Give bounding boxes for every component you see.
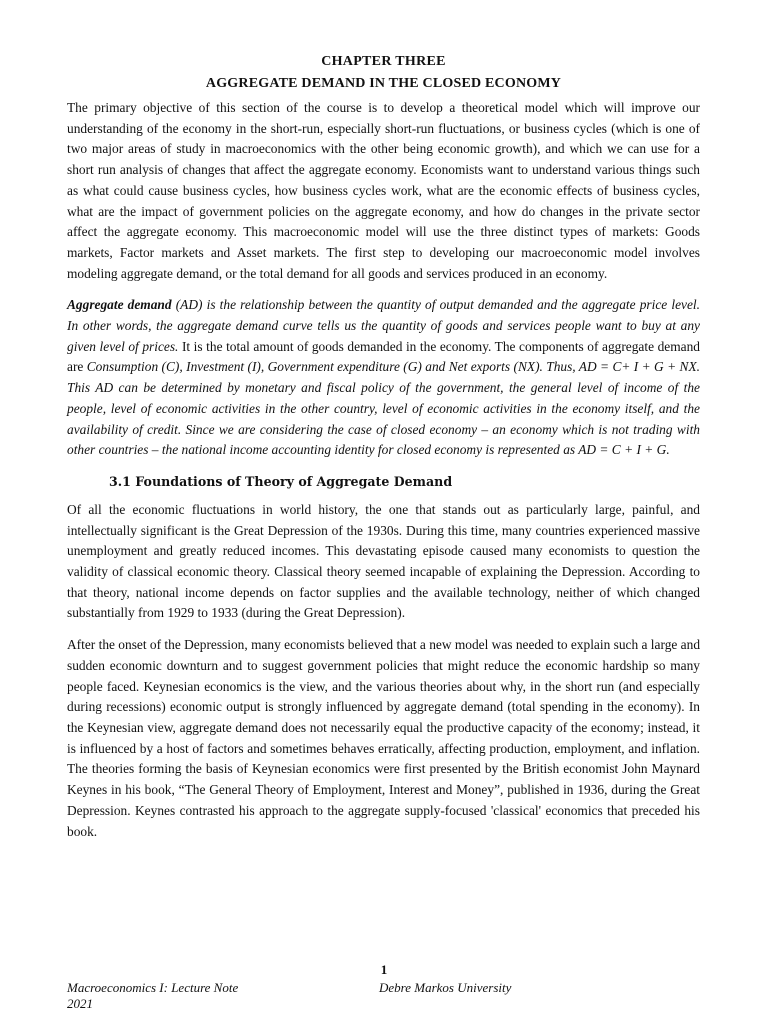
chapter-number: CHAPTER THREE bbox=[321, 54, 446, 69]
aggregate-demand-paragraph bbox=[67, 295, 700, 461]
aggregate-demand-definition: (AD) is the relationship between the quantity of output demanded and the aggregate price level. In other words, the aggregate demand curve tells us the quantity of goods and services people want to buy at any given level of prices. bbox=[67, 297, 700, 354]
aggregate-demand-components: Consumption (C), Investment (I), Government expenditure (G) and Net exports (NX). Thus, AD = C+ I + G + NX. This AD can be determined by monetary and fiscal policy of the government, the general level of income of the people, level of economic activities in the other country, level of economic activities in the economy itself, and the availability of credit. Since we are considering the case of closed economy – an economy which is not trading with other countries – the national income accounting identity for closed economy is represented as AD = C + I + G. bbox=[67, 359, 700, 458]
aggregate-demand-middle: It is the total amount of goods demanded in the economy. The components of aggregate demand are bbox=[67, 338, 700, 375]
section-heading: 3.1 Foundations of Theory of Aggregate Demand bbox=[109, 473, 453, 489]
page-number: 1 bbox=[380, 962, 388, 977]
footer-course bbox=[67, 980, 238, 1012]
intro-paragraph: The primary objective of this section of the course is to develop a theoretical model which will improve our understanding of the economy in the short-run, especially short-run fluctuations, or business cycles (which is one of two major areas of study in macroeconomics with the other being economic growth), and which we can use for a short run analysis of changes that affect the aggregate economy. Economists want to understand various things such as what could cause business cycles, how business cycles work, what are the economic effects of business cycles, what are the impact of government policies on the aggregate economy, and how do changes in the private sector affect the aggregate economy. This macroeconomic model will use the three distinct types of markets: Goods markets, Factor markets and Asset markets. The first step to developing our macroeconomic model involves modeling aggregate demand, or the total demand for all goods and services produced in an economy. bbox=[67, 100, 700, 281]
section-paragraph-2: After the onset of the Depression, many economists believed that a new model was needed to explain such a large and sudden economic downturn and to suggest government policies that might reduce the economic hardship so many people faced. Keynesian economics is the view, and the various theories about why, in the short run (and especially during recessions) economic output is strongly influenced by aggregate demand (total spending in the economy). In the Keynesian view, aggregate demand does not necessarily equal the productive capacity of the economy; instead, it is influenced by a host of factors and sometimes behaves erratically, affecting production, employment, and inflation. The theories forming the basis of Keynesian economics were first presented by the British economist John Maynard Keynes in his book, “The General Theory of Employment, Interest and Money”, published in 1936, during the Great Depression. Keynes contrasted his approach to the aggregate supply-focused 'classical' economics that preceded his book. bbox=[67, 637, 701, 839]
footer-year: 2021 bbox=[67, 996, 93, 1011]
aggregate-demand-term: Aggregate demand bbox=[67, 297, 172, 313]
footer-course-title: Macroeconomics I: Lecture Note bbox=[67, 980, 239, 995]
section-paragraph-1: Of all the economic fluctuations in world history, the one that stands out as particularly large, painful, and intellectually significant is the Great Depression of the 1930s. During this time, many countries experienced massive unemployment and greatly reduced incomes. This devastating episode caused many economists to question the validity of classical economic theory. Classical theory seemed incapable of explaining the Depression. According to that theory, national income depends on factor supplies and the available technology, neither of which changed substantially from 1929 to 1933 (during the Great Depression). bbox=[67, 501, 700, 621]
document-page bbox=[67, 52, 700, 842]
chapter-title: AGGREGATE DEMAND IN THE CLOSED ECONOMY bbox=[205, 76, 562, 91]
footer-university: Debre Markos University bbox=[379, 980, 512, 995]
